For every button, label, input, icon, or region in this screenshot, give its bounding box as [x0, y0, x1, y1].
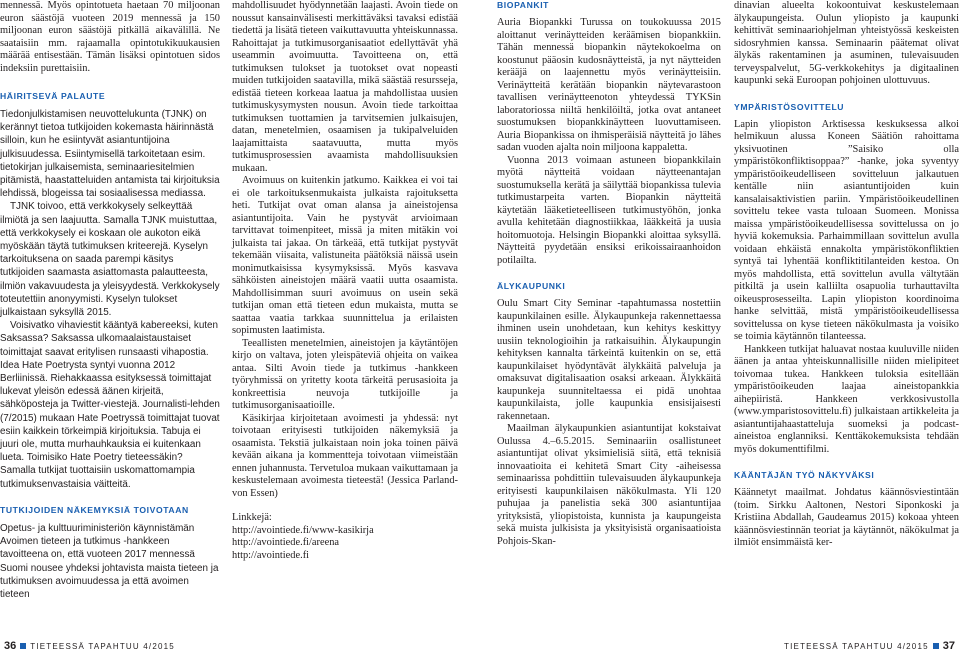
paragraph: Avoimuus on kuitenkin jatkumo. Kaikkea ei voi tai ei ole tarkoituksenmukaista julkaista rajoituksetta heti. Tutkijat ovat oman alansa ja aineistojensa asiantuntijoita. Vain he pystyvät arvioimaan tarvittavat toimenpiteet, missä ja miten mitäkin voi julkaista tai jakaa. On tärkeää, että tutkijat pystyvät tekemään viisaita, valistuneita päätöksiä näissä usein monimutkaisissa kysymyksissä. Myös kasvava sähköisten aineistojen määrä vaatii uutta osaamista. Mahdollisimman suuri avoimuus on usein sekä tutkijan oman että tieteen edun mukaista, mutta se saattaa vaatia tarkkaa suunnittelua ja erilaisten sopimusten laatimista. — [232, 175, 458, 336]
links-label: Linkkejä: — [232, 512, 272, 523]
footer-title-left: TIETEESSÄ TAPAHTUU 4/2015 — [30, 642, 175, 651]
paragraph: Auria Biopankki Turussa on toukokuussa 2015 aloittanut verinäytteiden keräämisen biopankkiin. Tähän mennessä biopankin näytekokoelma on koostunut pääosin kudosnäytteistä, ja nyt näytteiden kerääjä on laajennettu myös verinäytteisiin. Verinäytteitä kerätään biopankin näytevarastoon tavallisen verinäytteenoton yhteydessä TYKSin laboratoriossa niiltä henkilöiltä, jotka ovat antaneet suostumuksen biopankkinäytteen luovuttamiseen. Auria Biopankissa on ihmisperäisiä näytteitä jo lähes sadan vuoden ajalta noin miljoona kappaletta. — [497, 17, 721, 153]
page-number-left: 36 — [4, 640, 17, 652]
page-number-right: 37 — [942, 640, 955, 652]
paragraph: Oulu Smart City Seminar -tapahtumassa nostettiin kaupunkilainen esille. Älykaupunkeja rakennettaessa ihminen usein unohdetaan, kun kehitys keskittyy uusiin teknologioihin ja ratkaisuihin. Älykaupungin kehityksen kannalta tärkeintä kuitenkin on se, että kaupunkilaiset hyödyntävät älykkäitä palveluja ja omaksuvat digitalisaation osaksi arkeaan. Älykkäitä kaupunkeja suunniteltaessa ei pidä unohtaa kaupunkilaista, jolle kaupunkia ensisijaisesti rakennetaan. — [497, 298, 721, 422]
paragraph: Lapin yliopiston Arktisessa keskuksessa alkoi helmikuun alussa Koneen Säätiön rahoittama yksivuotinen ”Saisiko olla ympäristökonfliktisoppaa?” -hanke, joka syventyy ympäristöoikeudelliseen sovitteluun jalkautuen kentälle niin asiantuntijoiden kuin kansalaisaktivistien pariin. Ympäristöoikeudellinen sovittelu tekee vasta tuloaan Suomeen. Monissa maissa ympäristöoikeudellisessa sovittelussa on jo hyviä kokemuksia. Parhaimmillaan sovittelun avulla voidaan ehkäistä ennakolta ympäristökonfliktien syntyä tai lyhentää konfliktitilanteiden kestoa. On myös mahdollista, että sovittelun avulla vältytään pitkiltä ja usein kalliilta osapuolia turhauttavilta oikeusprosesseilta. Lapin yliopiston koordinoima hanke selvittää, mistä ympäristöoikeudellisessa sovittelussa on kyse tieteen näkökulmasta ja voisiko se toimia käytännön tilanteessa. — [734, 118, 959, 342]
section-heading-smart-city: ÄLYKAUPUNKI — [497, 281, 566, 291]
footer-left — [4, 640, 175, 652]
link-areena[interactable]: http://avointiede.fi/areena — [232, 537, 340, 548]
column-1 — [0, 0, 220, 601]
square-bullet-icon — [20, 643, 26, 649]
paragraph: mahdollisuudet hyödynnetään laajasti. Avoin tiede on noussut kansainvälisesti merkittäväksi tavaksi edistää tiedettä ja lisätä tieteen vaikuttavuutta yhteiskunnassa. Rahoittajat ja tutkimusorganisaatiot edellyttävät yhä useammin avoimuutta. Tavoitteena on, että tutkimuksen tulokset ja tuotokset ovat nopeasti muiden tutkijoiden saatavilla, mikä säästää resursseja, edistää tieteen korkeaa laatua ja mahdollistaa uusien tutkimuskysymysten nousun. Avoin tiede tarkoittaa tutkimuksen tuottamien ja tarvitsemien julkaisujen, datan, menetelmien, osaamisen ja tukipalveluiden laajamittaista saatavuutta, mutta myös tutkimusprosessien avaamista mahdollisuuksien mukaan. — [232, 0, 458, 174]
section-heading-views: TUTKIJOIDEN NÄKEMYKSIÄ TOIVOTAAN — [0, 504, 189, 515]
paragraph: Opetus- ja kulttuuriministeriön käynnistämän Avoimen tieteen ja tutkimus -hankkeen tavoitteena on, että vuoteen 2017 mennessä Suomi nousee yhdeksi johtavista maista tieteen ja tutkimuksen avoimuudessa ja että avoimen tieteen — [0, 522, 219, 600]
paragraph: Käännetyt maailmat. Johdatus käännösviestintään (toim. Sirkku Aaltonen, Nestori Siponkoski ja Kristiina Abdallah, Gaudeamus 2015) kokoaa yhteen käännösviestinnän teoriat ja käytännöt, näkökulmat ja ilmiöt ensimmäistä ker- — [734, 487, 959, 548]
square-bullet-icon — [933, 643, 939, 649]
footer-title-right: TIETEESSÄ TAPAHTUU 4/2015 — [784, 642, 929, 651]
paragraph: Käsikirjaa kirjoitetaan avoimesti ja yhdessä: nyt toivotaan erityisesti tutkijoiden näkemyksiä ja osaamista. Tekstiä julkaistaan noin joka toinen päivä kevään aikana ja kommentteja toivotaan viimeistään ennen juhannusta. Tervetuloa mukaan vaikuttamaan ja keskustelemaan avoimesta tieteestä! (Jessica Parland-von Essen) — [232, 412, 458, 499]
column-2 — [232, 0, 458, 562]
paragraph: mennessä. Myös opintotueta haetaan 70 miljoonan euron säästöjä vuoteen 2019 mennessä ja 150 miljoonan euron säästöjä pitkällä aikavälillä. Ne saataisiin mm. rajaamalla opintotukikuukausien määrää entisestään. Tämän lisäksi opintotuen sidos indeksiin purettaisiin. — [0, 0, 220, 74]
paragraph: Hankkeen tutkijat haluavat nostaa kuuluville niiden äänen ja antaa yhteiskunnallisille niiden mielipiteet toivomaa tukea. Hankkeen tuloksia esitellään ympäristöoikeuden laajaa aineistopankkia aihepiiristä. Hankkeen verkkosivustolla (www.ymparistosovittelu.fi) julkaistaan artikkeleita ja asiantuntijahaastatteluja suomeksi ja podcast-aineistoa englanniksi. Kenttäkokemuksista tehdään myös dokumenttifilmi. — [734, 343, 959, 455]
section-heading-translator: KÄÄNTÄJÄN TYÖ NÄKYVÄKSI — [734, 470, 875, 480]
section-heading-biobanks: BIOPANKIT — [497, 0, 550, 10]
paragraph: Voisivatko vihaviestit kääntyä kabereeksi, kuten Saksassa? Saksassa ulkomaalaistaustaiset toimittajat saavat eritylisen runsaasti vihapostia. Idea Hate Poetrysta syntyi vuonna 2012 Berliinissä. Riehakkaassa esityksessä toimittajat lukevat yleisön edessä äänen kirjeitä, sähköposteja ja Twitter-viestejä. Journalisti-lehden (7/2015) mukaan Hate Poetryssä toimittajat tuovat esiin kaikkein törkeimpiä kirjoituksia. Tabuja ei juuri ole, mutta murhauhkauksia ei kuitenkaan lueta. Toimisiko Hate Poetry tieteessäkin? Samalla tutkijat tuottaisiin uskomattomampia tutkimuksenvastaisia väitteitä. — [0, 320, 220, 490]
paragraph: Vuonna 2013 voimaan astuneen biopankkilain myötä näytteitä voidaan näytteenantajan suostumuksella kerätä ja säilyttää biopankissa tulevia tutkimustarpeita varten. Biopankin näytteitä käytetään lääketieteelliseen tutkimustyöhön, jonka avulla kehitetään diagnostiikkaa, lääkkeitä ja uusia hoitomuotoja. Helsingin Biopankki aloittaa syksyllä. Näytteitä pyydetään ensiksi erikoissairaanhoidon potilailta. — [497, 154, 721, 266]
link-handbook[interactable]: http://avointiede.fi/www-kasikirja — [232, 524, 374, 536]
paragraph: TJNK toivoo, että verkkokysely selkeyttää ilmiötä ja sen laajuutta. Samalla TJNK muistuttaa, että verkkokysely ei koskaan ole aukoton eikä myöskään täytä tutkimuksen kriteerejä. Kyselyn tarkoituksena on saada parempi käsitys tutkijoiden saamasta asiattomasta palautteesta, ilmiön vakavuudesta ja yleisyydestä. Verkkokysely toteutettiin anonyymisti. Kyselyn tulokset julkaistaan syksyllä 2015. — [0, 201, 220, 319]
section-heading-harassment: HÄIRITSEVÄ PALAUTE — [0, 91, 106, 101]
footer-right — [784, 640, 955, 652]
paragraph: Tiedonjulkistamisen neuvottelukunta (TJNK) on kerännyt tietoa tutkijoiden kokemasta häirinnästä silloin, kun he esiintyvät asiantuntijoina julkisuudessa. Esiintymisellä tarkoitetaan esim. tietokirjan julkaisemista, seminaariesitelmien pitämistä, haastatteluiden antamista tai kirjoituksia lehdissä, blogeissa tai sosiaalisessa mediassa. — [0, 109, 220, 200]
paragraph: Teeallisten menetelmien, aineistojen ja käytäntöjen kirjo on valtava, joten yleispäteviä ohjeita on vaikea antaa. Silti Avoin tiede ja tutkimus -hankkeen työryhmissä on yritetty koota tärkeitä perusasioita ja konkreettisia neuvoja tutkijoille ja tutkimusorganisaatioille. — [232, 337, 458, 411]
paragraph: dinavian alueelta kokoontuivat keskustelemaan älykaupungeista. Oulun yliopisto ja kaupunki kehittivät seminaariohjelman yhteistyössä keskeisten sidosryhmien kanssa. Seminaarin päätemat olivat älykäs rakentaminen ja asuminen, tulevaisuuden terveyspalvelut, 5G-verkkokehitys ja digitaalinen kaupunki sekä Euroopan pohjoinen ulottuvuus. — [734, 0, 959, 86]
column-4 — [734, 0, 959, 550]
paragraph: Maailman älykaupunkien asiantuntijat kokstaivat Oulussa 4.–6.5.2015. Seminaariin osallistuneet asiantuntijat olivat yksimielisiä siitä, että teknisiä innovaatioita ei kehitetä Smart City -aiheisessa seminaarissa pohdittiin tulevaisuuden älykaupunkeja erityisesti kaupunkilaisen näkökulmasta. Yli 120 puhujaa ja panelistia sekä 300 asiantuntijaa yrityksistä, yliopistoista, kunnista ja kaupungeista sekä muista julkisista ja yksityisistä organisaatioista Pohjois-Skan- — [497, 423, 721, 547]
section-heading-environment: YMPÄRISTÖSOVITTELU — [734, 101, 845, 112]
column-3 — [497, 0, 721, 548]
link-avointiede[interactable]: http://avointiede.fi — [232, 549, 310, 561]
